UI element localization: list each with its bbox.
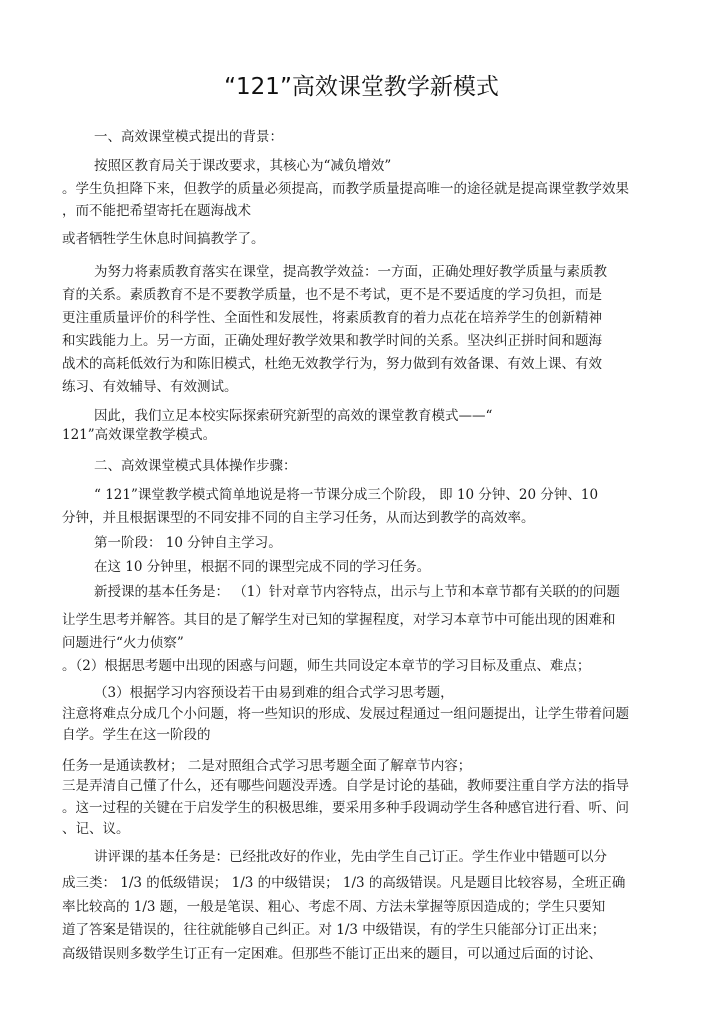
text-line: （3）根据学习内容预设若干由易到难的组合式学习思考题， <box>94 685 454 701</box>
text-line: “ 121”课堂教学模式简单地说是将一节课分成三个阶段， 即 10 分钟、20 分钟、10 <box>94 487 599 503</box>
text-line: 第一阶段： 10 分钟自主学习。 <box>94 535 282 551</box>
text-line: 或者牺牲学生休息时间搞教学了。 <box>62 231 265 247</box>
text-line: 成三类： 1/3 的低级错误； 1/3 的中级错误； 1/3 的高级错误。凡是题目比较容易，全班正确 <box>62 875 626 891</box>
text-line: 为努力将素质教育落实在课堂，提高教学效益：一方面，正确处理好教学质量与素质教 <box>94 264 607 280</box>
text-line: 按照区教育局关于课改要求，其核心为“减负增效” <box>94 158 392 174</box>
text-line: 讲评课的基本任务是：已经批改好的作业，先由学生自己订正。学生作业中错题可以分 <box>94 849 607 865</box>
text-line: 问题进行“火力侦察” <box>62 635 184 651</box>
text-line: 让学生思考并解答。其目的是了解学生对已知的掌握程度，对学习本章节中可能出现的困难和 <box>62 612 616 628</box>
text-line: 和实践能力上。另一方面，正确处理好教学效果和教学时间的关系。坚决纠正拼时间和题海 <box>62 333 602 349</box>
text-line: 自学。学生在这一阶段的 <box>62 727 211 743</box>
text-line: 高级错误则多数学生订正有一定困难。但那些不能订正出来的题目，可以通过后面的讨论、 <box>62 946 602 962</box>
text-line: 任务一是通读教材； 二是对照组合式学习思考题全面了解章节内容； <box>62 758 472 774</box>
text-line: 121”高效课堂教学模式。 <box>62 427 217 443</box>
text-line: 更注重质量评价的科学性、全面性和发展性，将素质教育的着力点花在培养学生的创新精神 <box>62 310 602 326</box>
text-line: 在这 10 分钟里，根据不同的课型完成不同的学习任务。 <box>94 559 431 575</box>
text-line: 。这一过程的关键在于启发学生的积极思维，要采用多种手段调动学生各种感官进行看、听、问 <box>62 800 629 816</box>
text-line: 率比较高的 1/3 题，一般是笔误、粗心、考虑不周、方法未掌握等原因造成的；学生只要知 <box>62 899 606 915</box>
text-line: 战术的高耗低效行为和陈旧模式，杜绝无效教学行为，努力做到有效备课、有效上课、有效 <box>62 356 602 372</box>
text-line: 一、高效课堂模式提出的背景： <box>94 129 283 145</box>
text-line: 育的关系。素质教育不是不要教学质量，也不是不考试，更不是不要适度的学习负担，而是 <box>62 287 602 303</box>
text-line: 注意将难点分成几个小问题，将一些知识的形成、发展过程通过一组问题提出，让学生带着问题 <box>62 706 629 722</box>
text-line: ，而不能把希望寄托在题海战术 <box>62 203 251 219</box>
text-line: 道了答案是错误的，往往就能够自己纠正。对 1/3 中级错误，有的学生只能部分订正出来； <box>62 922 606 938</box>
page-title: “121”高效课堂教学新模式 <box>224 74 499 100</box>
text-line: 三是弄清自己懂了什么，还有哪些问题没弄透。自学是讨论的基础，教师要注重自学方法的指导 <box>62 778 629 794</box>
text-line: 因此，我们立足本校实际探索研究新型的高效的课堂教育模式——“ <box>94 408 493 424</box>
text-line: 练习、有效辅导、有效测试。 <box>62 379 238 395</box>
text-line: 二、高效课堂模式具体操作步骤： <box>94 458 297 474</box>
text-line: 。学生负担降下来，但教学的质量必须提高，而教学质量提高唯一的途径就是提高课堂教学效果 <box>62 181 629 197</box>
text-line: 、记、议。 <box>62 821 130 837</box>
text-line: 新授课的基本任务是： （1）针对章节内容特点，出示与上节和本章节都有关联的的问题 <box>94 584 620 600</box>
text-line: 。（2）根据思考题中出现的困惑与问题，师生共同设定本章节的学习目标及重点、难点； <box>62 658 591 674</box>
text-line: 分钟，并且根据课型的不同安排不同的自主学习任务，从而达到教学的高效率。 <box>62 510 535 526</box>
